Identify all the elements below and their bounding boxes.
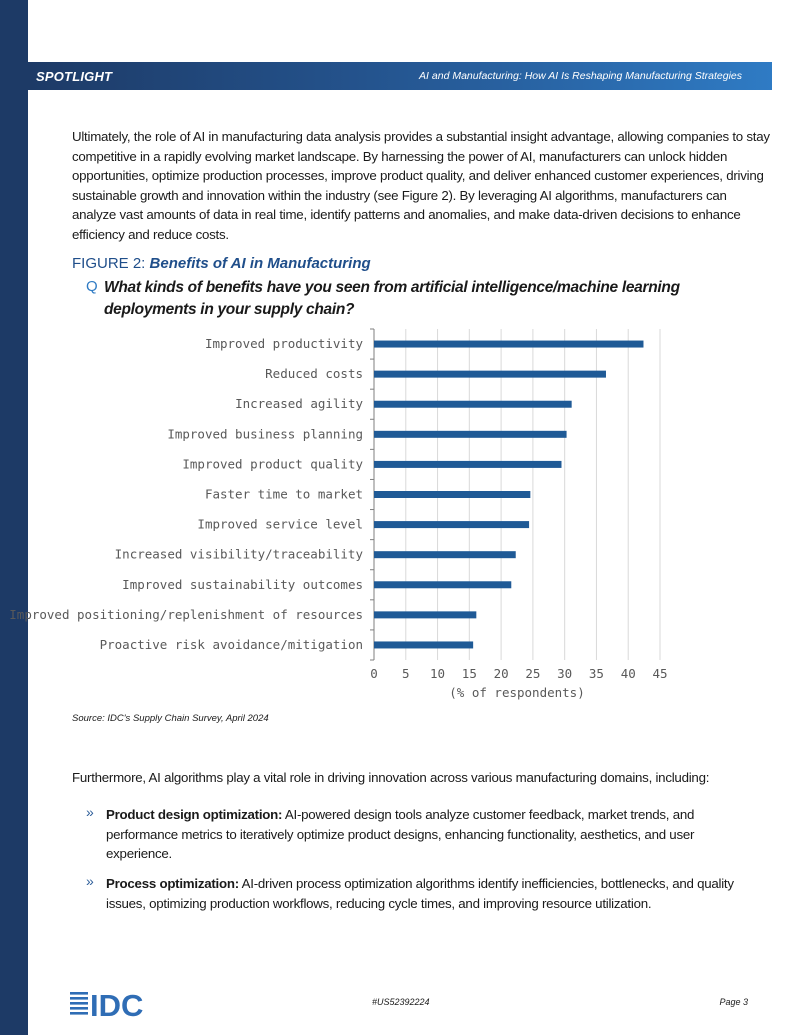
bullet-marker: » (86, 873, 94, 889)
page-number: Page 3 (719, 997, 748, 1007)
x-tick-label: 45 (652, 666, 668, 681)
logo-text: IDC (90, 988, 144, 1023)
bullet-product-design (106, 805, 756, 864)
figure-name: Benefits of AI in Manufacturing (149, 255, 371, 272)
x-axis-label: (% of respondents) (449, 685, 585, 700)
bar (374, 521, 529, 528)
x-tick-label: 40 (620, 666, 636, 681)
figure-title (72, 255, 371, 272)
category-label: Proactive risk avoidance/mitigation (99, 636, 363, 652)
bar (374, 371, 606, 378)
category-label: Improved product quality (182, 456, 363, 472)
survey-question: What kinds of benefits have you seen from artificial intelligence/machine learning deployments in your supply chain? (104, 279, 680, 318)
category-label: Improved service level (197, 516, 363, 532)
bar (374, 431, 567, 438)
x-tick-label: 0 (370, 666, 378, 681)
x-tick-label: 5 (402, 666, 410, 681)
bullet-marker: » (86, 804, 94, 820)
bar (374, 341, 643, 348)
x-tick-label: 10 (430, 666, 446, 681)
bar (374, 401, 572, 408)
category-label: Improved sustainability outcomes (122, 576, 363, 592)
category-label: Increased agility (235, 396, 363, 412)
x-tick-label: 15 (461, 666, 477, 681)
section-label: SPOTLIGHT (36, 69, 113, 84)
category-label: Improved positioning/replenishment of resources (9, 606, 363, 622)
category-label: Faster time to market (204, 486, 363, 502)
header-band (28, 62, 772, 90)
left-margin-stripe (0, 0, 28, 1035)
bullet-term: Product design optimization: (106, 807, 283, 822)
x-tick-label: 20 (493, 666, 509, 681)
x-tick-label: 25 (525, 666, 541, 681)
x-tick-label: 35 (588, 666, 604, 681)
question-marker: Q (86, 278, 98, 295)
figure-source: Source: IDC's Supply Chain Survey, April 2024 (72, 713, 269, 724)
bar (374, 581, 511, 588)
innovation-paragraph: Furthermore, AI algorithms play a vital role in driving innovation across various manufacturing domains, including: (72, 770, 710, 785)
benefits-bar-chart (9, 326, 680, 706)
intro-paragraph: Ultimately, the role of AI in manufacturing data analysis provides a substantial insight advantage, allowing companies to stay competitive in a rapidly evolving market landscape. By harnessing the power of AI, manufacturers can unlock hidden opportunities, optimize production processes, improve product quality, and deliver enhanced customer experiences, driving sustainable growth and innovation within the industry (see Figure 2). By leveraging AI algorithms, manufacturers can analyze vast amounts of data in real time, identify patterns and anomalies, and make data-driven decisions to enhance efficiency and reduce costs. (72, 129, 770, 242)
bar (374, 641, 473, 648)
category-label: Improved business planning (167, 426, 363, 442)
bullet-term: Process optimization: (106, 876, 239, 891)
category-label: Increased visibility/traceability (114, 546, 363, 562)
bar (374, 611, 476, 618)
bar (374, 461, 561, 468)
document-id: #US52392224 (372, 997, 430, 1007)
idc-logo (70, 986, 162, 1023)
bullet-body: AI-driven process optimization algorithms identify inefficiencies, bottlenecks, and quality issues, optimizing production workflows, reducing cycle times, and improving resource utilization. (106, 876, 734, 911)
document-title: AI and Manufacturing: How AI Is Reshaping Manufacturing Strategies (419, 70, 742, 82)
bar (374, 491, 530, 498)
bar (374, 551, 516, 558)
category-label: Improved productivity (204, 336, 363, 352)
bullet-process-optimization (106, 874, 756, 913)
category-label: Reduced costs (265, 366, 363, 382)
x-tick-label: 30 (557, 666, 573, 681)
bullet-body: AI-powered design tools analyze customer feedback, market trends, and performance metrics to iteratively optimize product designs, enhancing functionality, aesthetics, and user experience. (106, 807, 695, 861)
figure-label: FIGURE 2: (72, 255, 146, 272)
